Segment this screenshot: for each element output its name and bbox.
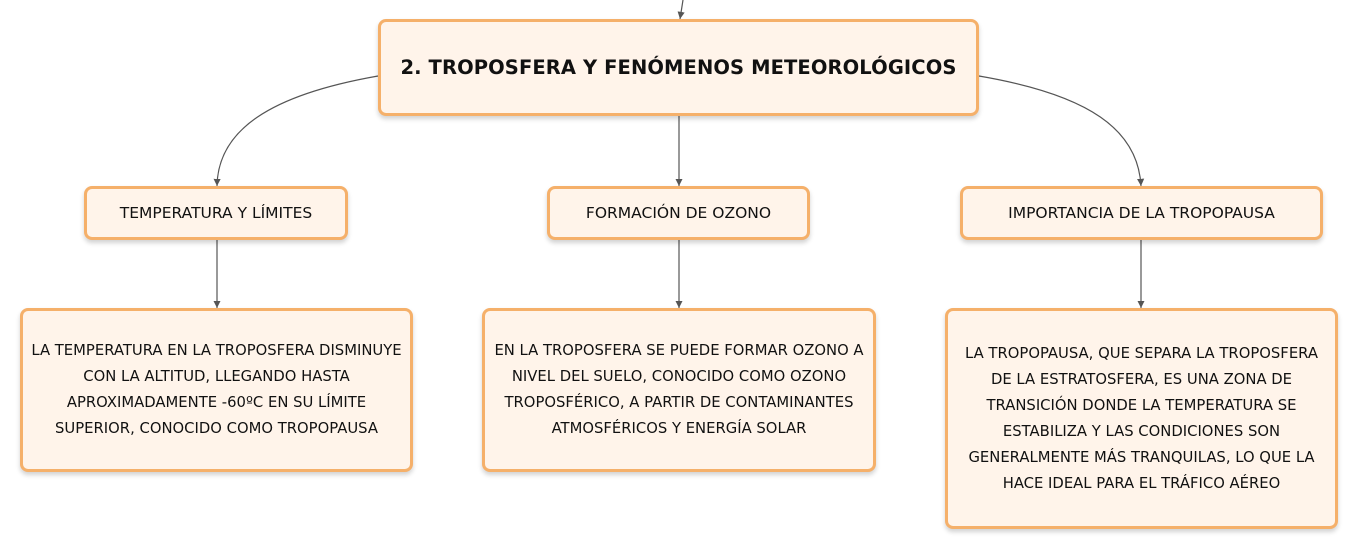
detail-node-tropopausa[interactable] xyxy=(945,308,1338,529)
topic-node-temperatura[interactable] xyxy=(84,186,348,240)
detail-node-temperatura[interactable] xyxy=(20,308,413,472)
root-topic-label: 2. TROPOSFERA Y FENÓMENOS METEOROLÓGICOS xyxy=(400,56,957,79)
topic-node-ozono[interactable] xyxy=(547,186,810,240)
connector-root-to-tropopausa xyxy=(979,76,1141,186)
topic-label-tropopausa: IMPORTANCIA DE LA TROPOPAUSA xyxy=(1008,204,1275,222)
detail-node-ozono[interactable] xyxy=(482,308,876,472)
topic-node-tropopausa[interactable] xyxy=(960,186,1323,240)
topic-label-temperatura: TEMPERATURA Y LÍMITES xyxy=(119,204,313,222)
detail-text-temperatura: LA TEMPERATURA EN LA TROPOSFERA DISMINUYE CON LA ALTITUD, LLEGANDO HASTA APROXIMADAMENTE -60ºC EN SU LÍMITE SUPERIOR, CONOCIDO COMO TROPOPAUSA xyxy=(31,342,402,437)
topic-label-ozono: FORMACIÓN DE OZONO xyxy=(585,204,772,222)
root-topic-node[interactable] xyxy=(378,19,979,116)
detail-text-tropopausa: LA TROPOPAUSA, QUE SEPARA LA TROPOSFERA DE LA ESTRATOSFERA, ES UNA ZONA DE TRANSICIÓN DONDE LA TEMPERATURA SE ESTABILIZA Y LAS CONDICIONES SON GENERALMENTE MÁS TRANQUILAS, LO QUE LA HACE IDEAL PARA EL TRÁFICO AÉREO xyxy=(965,344,1318,492)
connector-parent-to-root xyxy=(680,0,683,19)
connector-root-to-temperatura xyxy=(217,76,378,186)
detail-text-ozono: EN LA TROPOSFERA SE PUEDE FORMAR OZONO A NIVEL DEL SUELO, CONOCIDO COMO OZONO TROPOSFÉRICO, A PARTIR DE CONTAMINANTES ATMOSFÉRICOS Y ENERGÍA SOLAR xyxy=(494,342,864,437)
